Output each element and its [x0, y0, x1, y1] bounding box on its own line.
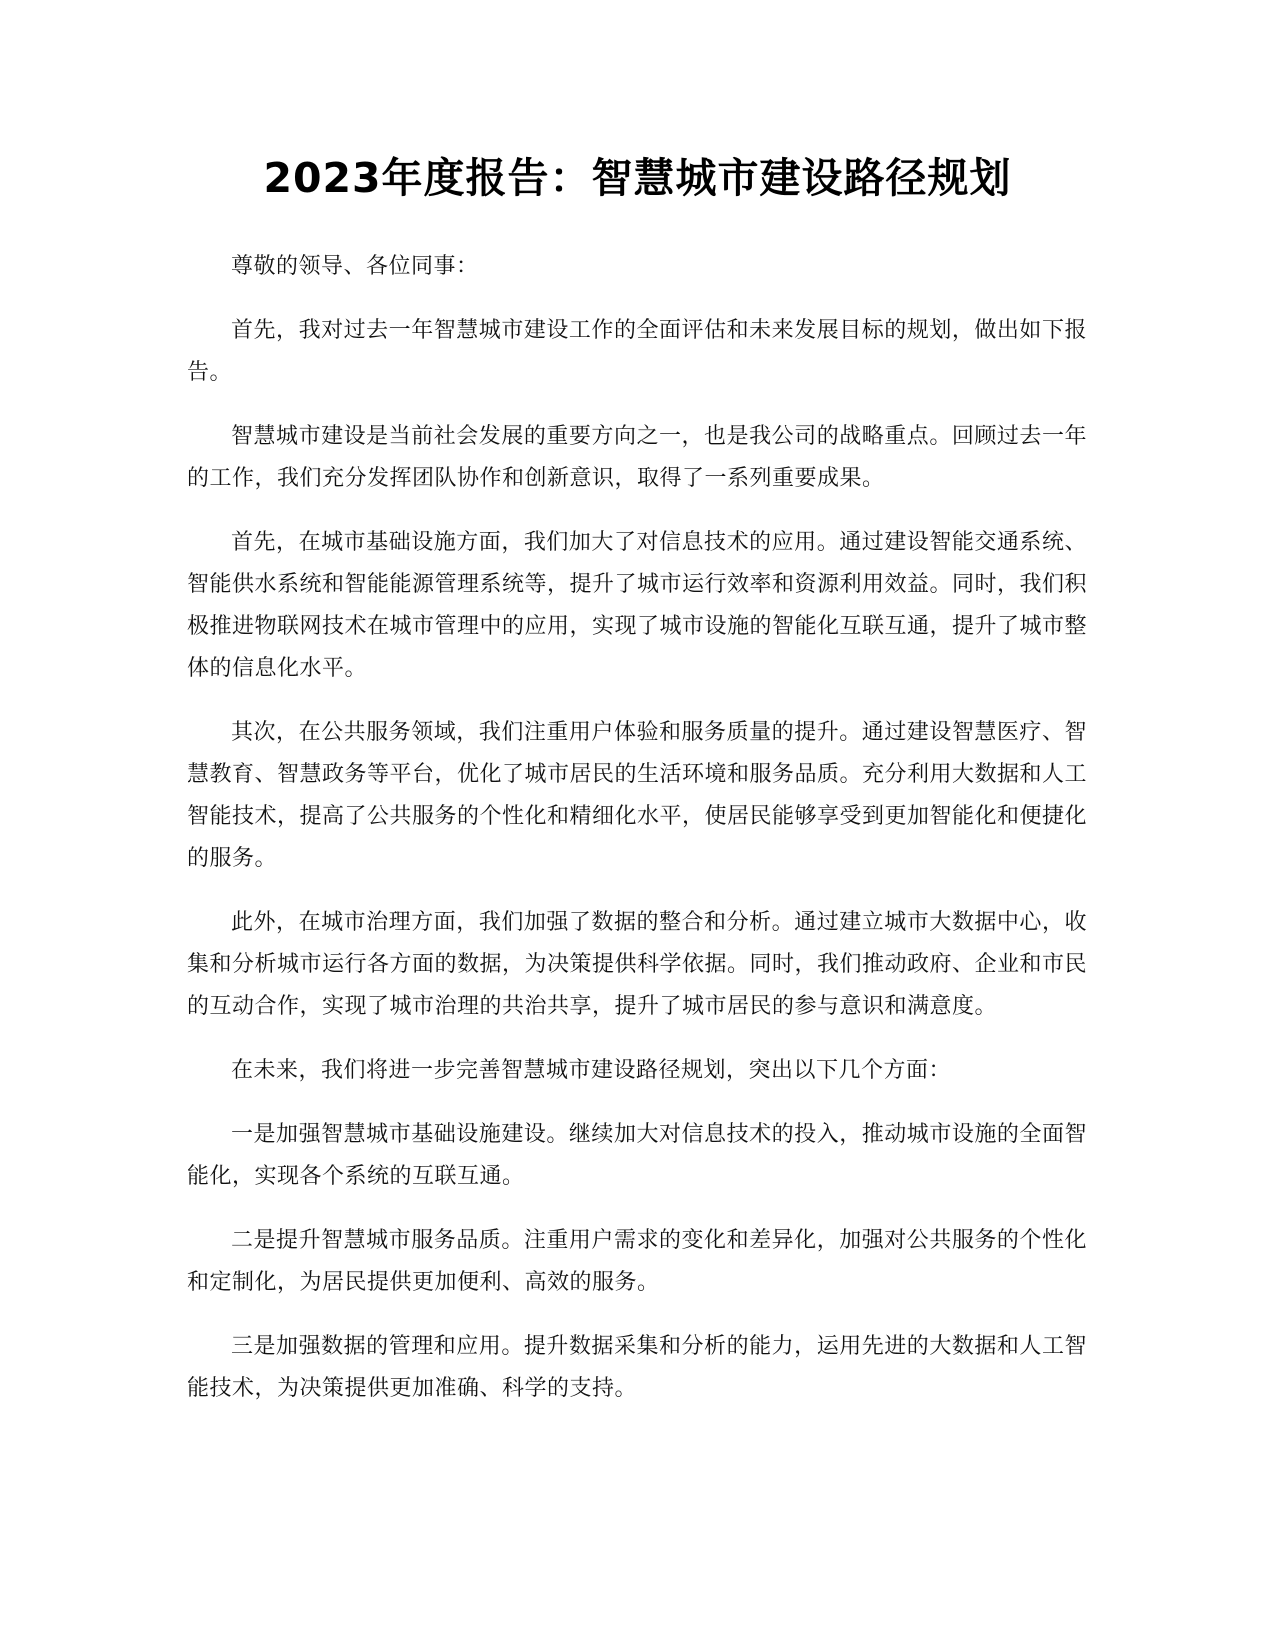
paragraph-salutation: 尊敬的领导、各位同事：: [231, 254, 479, 279]
paragraph-overview: 智慧城市建设是当前社会发展的重要方向之一，也是我公司的战略重点。回顾过去一年的工作，我们充分发挥团队协作和创新意识，取得了一系列重要成果。: [187, 424, 1087, 491]
paragraph-public-services: 其次，在公共服务领域，我们注重用户体验和服务质量的提升。通过建设智慧医疗、智慧教育、智慧政务等平台，优化了城市居民的生活环境和服务品质。充分利用大数据和人工智能技术，提高了公共服务的个性化和精细化水平，使居民能够享受到更加智能化和便捷化的服务。: [187, 720, 1088, 871]
paragraph-governance: 此外，在城市治理方面，我们加强了数据的整合和分析。通过建立城市大数据中心，收集和分析城市运行各方面的数据，为决策提供科学依据。同时，我们推动政府、企业和市民的互动合作，实现了城市治理的共治共享，提升了城市居民的参与意识和满意度。: [187, 910, 1088, 1019]
paragraph-future: 在未来，我们将进一步完善智慧城市建设路径规划，突出以下几个方面：: [231, 1058, 952, 1083]
document-body: [187, 246, 1087, 1432]
document-title: 2023年度报告：智慧城市建设路径规划: [263, 154, 1012, 202]
paragraph-infrastructure: 首先，在城市基础设施方面，我们加大了对信息技术的应用。通过建设智能交通系统、智能供水系统和智能能源管理系统等，提升了城市运行效率和资源利用效益。同时，我们积极推进物联网技术在城市管理中的应用，实现了城市设施的智能化互联互通，提升了城市整体的信息化水平。: [187, 530, 1088, 681]
paragraph-point-three: 三是加强数据的管理和应用。提升数据采集和分析的能力，运用先进的大数据和人工智能技术，为决策提供更加准确、科学的支持。: [187, 1334, 1087, 1401]
paragraph-point-one: 一是加强智慧城市基础设施建设。继续加大对信息技术的投入，推动城市设施的全面智能化，实现各个系统的互联互通。: [187, 1122, 1087, 1189]
paragraph-intro: 首先，我对过去一年智慧城市建设工作的全面评估和未来发展目标的规划，做出如下报告。: [187, 318, 1087, 385]
paragraph-point-two: 二是提升智慧城市服务品质。注重用户需求的变化和差异化，加强对公共服务的个性化和定制化，为居民提供更加便利、高效的服务。: [187, 1228, 1087, 1295]
